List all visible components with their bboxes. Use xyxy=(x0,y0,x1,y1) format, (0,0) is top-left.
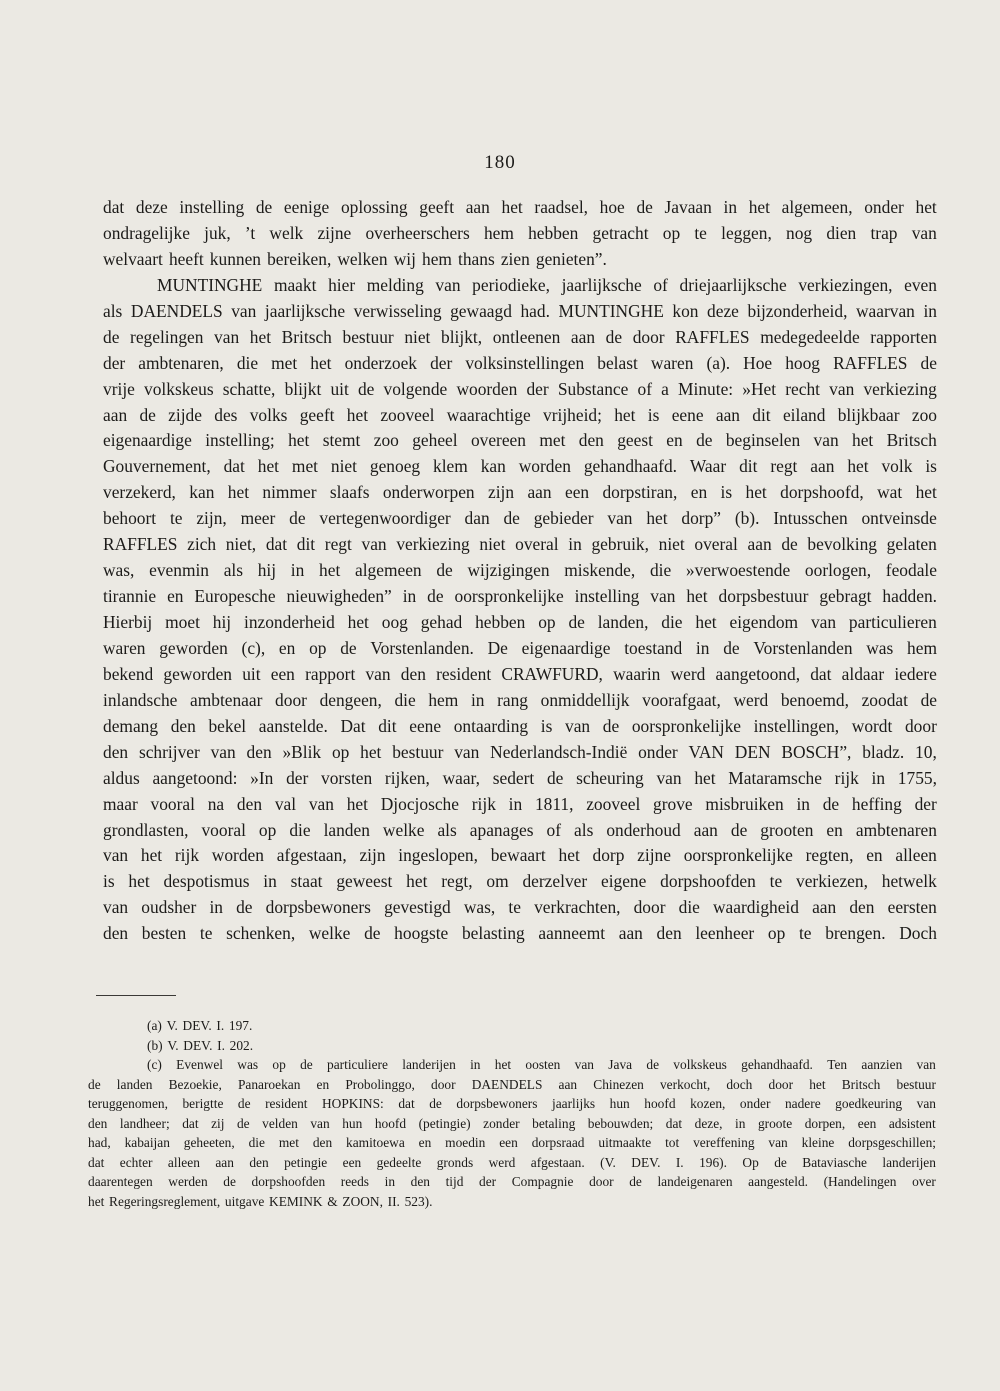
footnotes xyxy=(88,1016,936,1211)
footnote-separator xyxy=(96,995,176,996)
text-line: vrije volkskeus schatte, blijkt uit de volgende woorden der Substance of a Minute: »Het recht van verkiezing xyxy=(103,378,937,399)
footnote-line: den landheer; dat zij de velden van hun hoofd (petingie) zonder betaling bebouwden; dat deze, in groote dorpen, een adsistent xyxy=(88,1115,936,1131)
text-line: was, evenmin als hij in het algemeen de wijzigingen miskende, die »verwoestende oorlogen, feodale xyxy=(103,560,937,581)
text-line: maar vooral na den val van het Djocjosche rijk in 1811, zooveel grove misbruiken in de heffing der xyxy=(103,793,937,814)
page-number: 180 xyxy=(484,152,516,173)
footnote-line: de landen Bezoekie, Panaroekan en Probolinggo, door DAENDELS aan Chinezen verkocht, doch door het Britsch bestuur xyxy=(88,1076,936,1092)
text-line: MUNTINGHE maakt hier melding van periodieke, jaarlijksche of driejaarlijksche verkiezingen, even xyxy=(157,274,937,295)
text-line: der ambtenaren, die met het onderzoek der volksinstellingen belast waren (a). Hoe hoog RAFFLES de xyxy=(103,352,937,373)
footnote-line: het Regeringsreglement, uitgave KEMINK & ZOON, II. 523). xyxy=(88,1193,433,1209)
text-line: van oudsher in de dorpsbewoners gevestigd was, te verkrachten, door die waardigheid aan den eersten xyxy=(103,897,937,918)
text-line: dat deze instelling de eenige oplossing geeft aan het raadsel, hoe de Javaan in het algemeen, onder het xyxy=(103,197,937,217)
text-line: als DAENDELS van jaarlijksche verwisseling gewaagd had. MUNTINGHE kon deze bijzonderheid, waarvan in xyxy=(103,300,937,321)
text-line: van het rijk worden afgestaan, zijn ingeslopen, bewaart het dorp zijne oorspronkelijke regten, en alleen xyxy=(103,845,937,866)
text-line: grondlasten, vooral op die landen welke als apanages of als onderhoud aan de grooten en ambtenaren xyxy=(103,819,937,840)
text-line: den besten te schenken, welke de hoogste belasting aanneemt aan den leenheer op te brengen. Doch xyxy=(103,923,937,944)
text-line: demang den bekel aanstelde. Dat dit eene ontaarding is van de oorspronkelijke instellingen, wordt door xyxy=(103,715,937,736)
footnote-line: (a) V. DEV. I. 197. xyxy=(147,1018,253,1033)
footnote-line: (b) V. DEV. I. 202. xyxy=(147,1037,254,1053)
text-line: waren geworden (c), en op de Vorstenlanden. De eigenaardige toestand in de Vorstenlanden was hem xyxy=(103,637,937,658)
text-line: Hierbij moet hij inzonderheid het oog gehad hebben op de landen, die het eigendom van particulieren xyxy=(103,612,937,632)
text-line: bekend geworden uit een rapport van den resident CRAWFURD, waarin werd aangetoond, dat aldaar iedere xyxy=(103,663,937,684)
text-line: ondragelijke juk, ’t welk zijne overheerschers hem hebben getracht op te leggen, nog dien trap van xyxy=(103,222,937,243)
footnote-line: dat echter alleen aan den petingie een gedeelte gronds werd afgestaan. (V. DEV. I. 196). Op de Bataviasche landerijen xyxy=(88,1154,936,1170)
text-line: is het despotismus in staat geweest het regt, om derzelver eigene dorpshoofden te verkiezen, hetwelk xyxy=(103,871,937,892)
text-line: eigenaardige instelling; het stemt zoo geheel overeen met den geest en de beginselen van het Britsch xyxy=(103,430,937,451)
text-line: inlandsche ambtenaar door dengeen, die hem in rang onmiddellijk voorafgaat, werd benoemd, zoodat de xyxy=(103,689,937,710)
footnote-line: had, kabaijan geheeten, die met den kamitoewa en moedin een dorpsraad uitmaakte tot vereffening van kleine dorpsgeschillen; xyxy=(88,1135,936,1150)
footnote-line: (c) Evenwel was op de particuliere landerijen in het oosten van Java de volkskeus gehandhaafd. Ten aanzien van xyxy=(147,1057,936,1072)
text-line: verzekerd, kan het nimmer slaafs onderworpen zijn aan een dorpstiran, en is het dorpshoofd, wat het xyxy=(103,482,937,503)
text-line: welvaart heeft kunnen bereiken, welken wij hem thans zien genieten”. xyxy=(103,248,607,269)
text-line: den schrijver van den »Blik op het bestuur van Nederlandsch-Indië onder VAN DEN BOSCH”, bladz. 10, xyxy=(103,741,937,762)
text-line: RAFFLES zich niet, dat dit regt van verkiezing niet overal in gebruik, niet overal aan de bevolking gelaten xyxy=(103,534,937,555)
text-line: behoort te zijn, meer de vertegenwoordiger dan de gebieder van het dorp” (b). Intusschen ontveinsde xyxy=(103,508,937,529)
footnote-line: daarentegen werden de dorpshoofden reeds in den tijd der Compagnie door de landeigenaren aangesteld. (Handelingen over xyxy=(88,1174,936,1189)
text-line: aan de zijde des volks geeft het zooveel waarachtige vrijheid; het is eene aan dit eiland blijkbaar zoo xyxy=(103,404,937,425)
text-line: Gouvernement, dat het met niet genoeg klem kan worden gehandhaafd. Waar dit regt aan het volk is xyxy=(103,456,937,477)
footnote-line: teruggenomen, berigtte de resident HOPKINS: dat de dorpsbewoners jaarlijks hun hoofd kozen, onder nadere goedkeuring van xyxy=(88,1096,936,1111)
text-line: tirannie en Europesche nieuwigheden” in de oorspronkelijke instelling van het dorpsbestuur gebragt hadden. xyxy=(103,586,937,607)
text-line: de regelingen van het Britsch bestuur niet blijkt, ontleenen aan de door RAFFLES medegedeelde rapporten xyxy=(103,326,937,347)
body-text xyxy=(103,195,937,947)
text-line: aldus aangetoond: »In der vorsten rijken, waar, sedert de scheuring van het Mataramsche rijk in 1755, xyxy=(103,767,937,788)
